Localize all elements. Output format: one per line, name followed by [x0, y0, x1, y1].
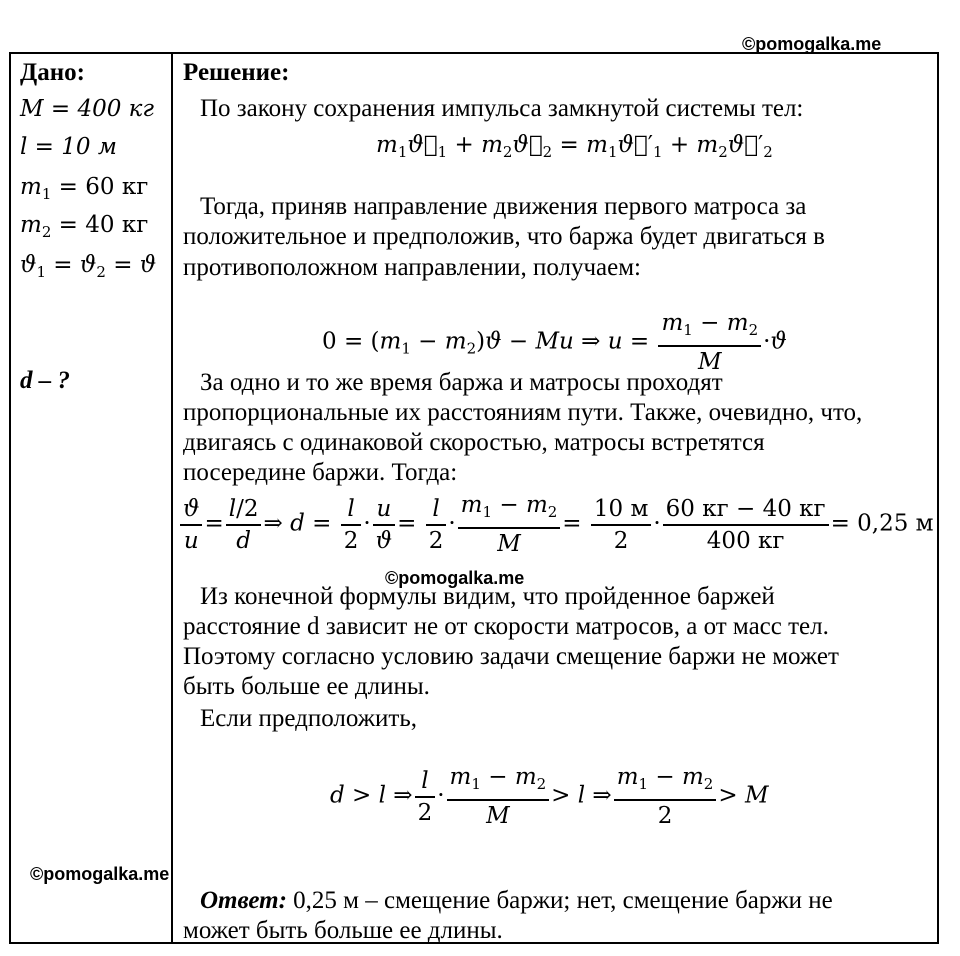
- solution-paragraph-4-line-4: быть больше ее длины.: [183, 673, 430, 700]
- given-velocities: $ϑ_1 = ϑ_2 = ϑ$: [20, 252, 157, 281]
- formula-inequality: d > l ⇒ $\frac{l}{2}$ · $\frac{m_1 - m_2}{M}$ > l ⇒ $\frac{m_1 - m_2}{2}$ > M: [330, 764, 769, 829]
- answer-line-1: Ответ: 0,25 м – смещение баржи; нет, смещение баржи не: [200, 887, 833, 914]
- given-find: d – ?: [20, 367, 70, 394]
- answer-label: Ответ:: [200, 887, 287, 914]
- result-value: = 0,25 м: [830, 510, 934, 537]
- solution-paragraph-2-line-3: противоположном направлении, получаем:: [183, 254, 641, 281]
- formula-displacement: $\frac{ϑ}{u}$ = $\frac{l/2}{d}$ ⇒ d = $\frac{l}{2}$ · $\frac{u}{ϑ}$ = $\frac{l}{2}$ · $\frac{m_1 - m_2}{M}$ = $\frac{10 м}{2}$ · $\frac{60 кг - 40 кг}{400 кг}$ = 0,25 м: [178, 490, 934, 559]
- solution-paragraph-3-line-4: посередине баржи. Тогда:: [183, 459, 458, 486]
- watermark-bottom-left: ©pomogalka.me: [30, 864, 170, 884]
- solution-header: Решение:: [183, 59, 290, 86]
- watermark-top: ©pomogalka.me: [742, 34, 882, 54]
- solution-paragraph-4-line-2: расстояние d зависит не от скорости матросов, а от масс тел.: [183, 613, 829, 640]
- given-length: l = 10 м: [20, 134, 117, 160]
- given-mass-barge: M = 400 кг: [20, 96, 155, 122]
- formula-barge-velocity: $0 = (m_1 - m_2)ϑ - Mu$ ⇒ u = $\frac{m_1 - m_2}{M}$ ·ϑ: [322, 310, 787, 375]
- given-mass-1: $m_1 = 60$ кг: [20, 174, 149, 203]
- solution-paragraph-3-line-1: За одно и то же время баржа и матросы проходят: [200, 369, 723, 396]
- solution-paragraph-3-line-2: пропорциональные их расстояниям пути. Также, очевидно, что,: [183, 399, 863, 426]
- given-mass-2: $m_2 = 40$ кг: [20, 212, 149, 241]
- watermark-middle: ©pomogalka.me: [385, 568, 525, 588]
- solution-paragraph-4-line-3: Поэтому согласно условию задачи смещение баржи не может: [183, 643, 839, 670]
- solution-paragraph-1: По закону сохранения импульса замкнутой системы тел:: [200, 95, 804, 122]
- solution-paragraph-2-line-2: положительное и предположив, что баржа будет двигаться в: [183, 223, 825, 250]
- solution-paragraph-5: Если предположить,: [200, 705, 417, 732]
- solution-paragraph-2-line-1: Тогда, приняв направление движения первого матроса за: [200, 193, 807, 220]
- column-divider: [171, 52, 173, 944]
- answer-line-2: может быть больше ее длины.: [183, 917, 503, 944]
- solution-paragraph-4-line-1: Из конечной формулы видим, что пройденное баржей: [200, 583, 775, 610]
- solution-paragraph-3-line-3: двигаясь с одинаковой скоростью, матросы встретятся: [183, 429, 765, 456]
- given-header: Дано:: [20, 59, 85, 86]
- formula-momentum: $m_1ϑ⃗_1$ + $m_2ϑ⃗_2$ = $m_1ϑ⃗'_1$ + $m_2ϑ⃗'_2$: [376, 132, 773, 161]
